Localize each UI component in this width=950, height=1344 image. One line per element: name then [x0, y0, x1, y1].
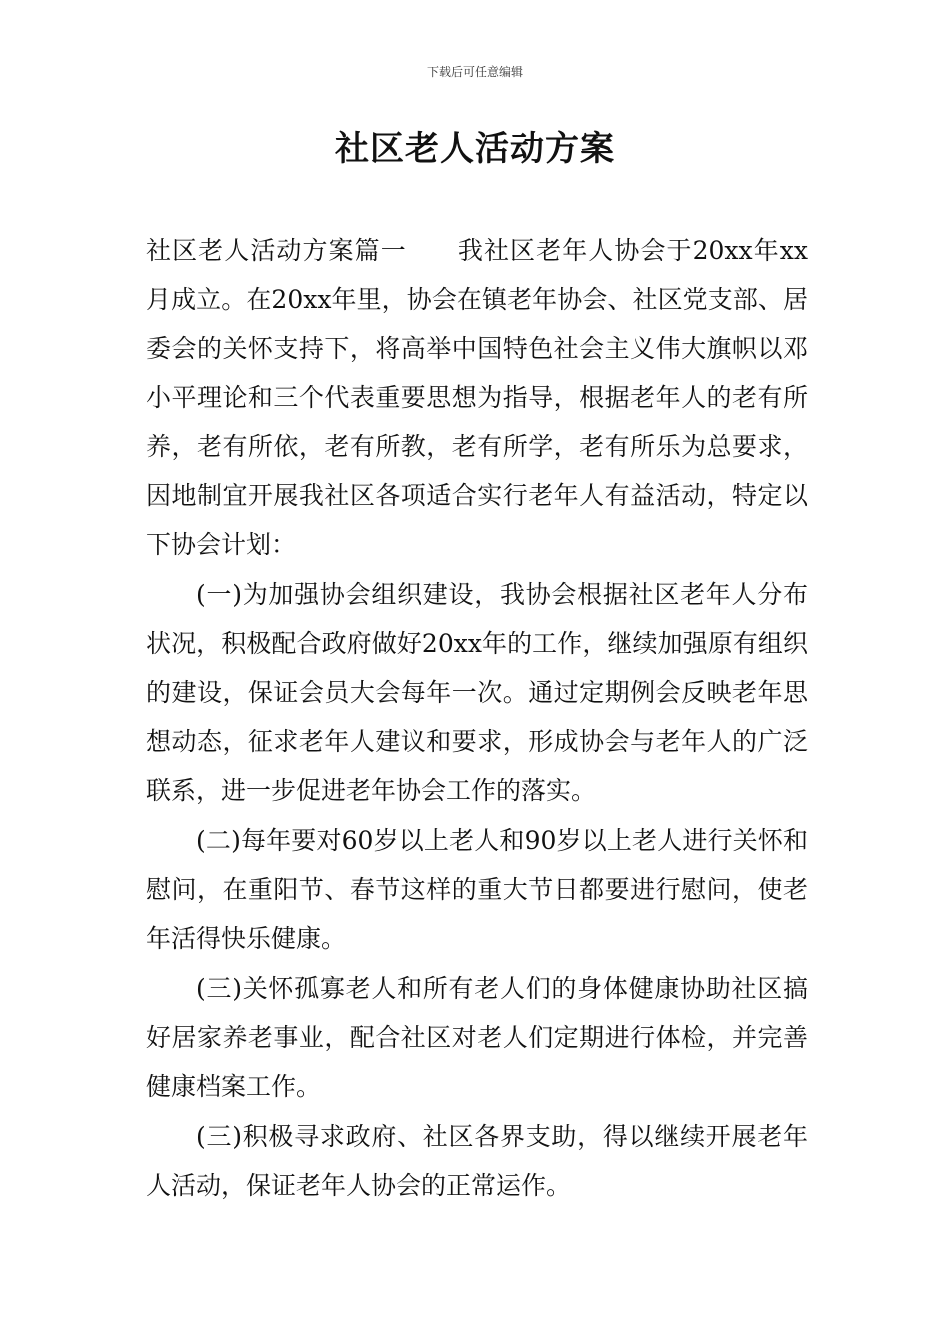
paragraph-4: (三)积极寻求政府、社区各界支助，得以继续开展老年人活动，保证老年人协会的正常运作。 — [146, 1122, 808, 1200]
intro-lead: 社区老人活动方案篇一 — [146, 236, 407, 265]
paragraph-1: (一)为加强协会组织建设，我协会根据社区老年人分布状况，积极配合政府做好20xx年的工作，继续加强原有组织的建设，保证会员大会每年一次。通过定期例会反映老年思想动态，征求老年人建议和要求，形成协会与老年人的广泛联系，进一步促进老年协会工作的落实。 — [146, 580, 808, 805]
header-note: 下载后可任意编辑 — [426, 65, 523, 79]
document-title: 社区老人活动方案 — [335, 129, 615, 169]
paragraph-3: (三)关怀孤寡老人和所有老人们的身体健康协助社区搞好居家养老事业，配合社区对老人们定期进行体检，并完善健康档案工作。 — [146, 974, 808, 1101]
paragraph-2: (二)每年要对60岁以上老人和90岁以上老人进行关怀和慰问，在重阳节、春节这样的重大节日都要进行慰问，使老年活得快乐健康。 — [146, 826, 808, 953]
intro-paragraph — [146, 226, 808, 569]
intro-text: 我社区老年人协会于20xx年xx月成立。在20xx年里，协会在镇老年协会、社区党支部、居委会的关怀支持下，将高举中国特色社会主义伟大旗帜以邓小平理论和三个代表重要思想为指导，根据老年人的老有所养，老有所依，老有所教，老有所学，老有所乐为总要求，因地制宜开展我社区各项适合实行老年人有益活动，特定以下协会计划： — [146, 236, 808, 559]
document-body — [146, 226, 808, 1211]
